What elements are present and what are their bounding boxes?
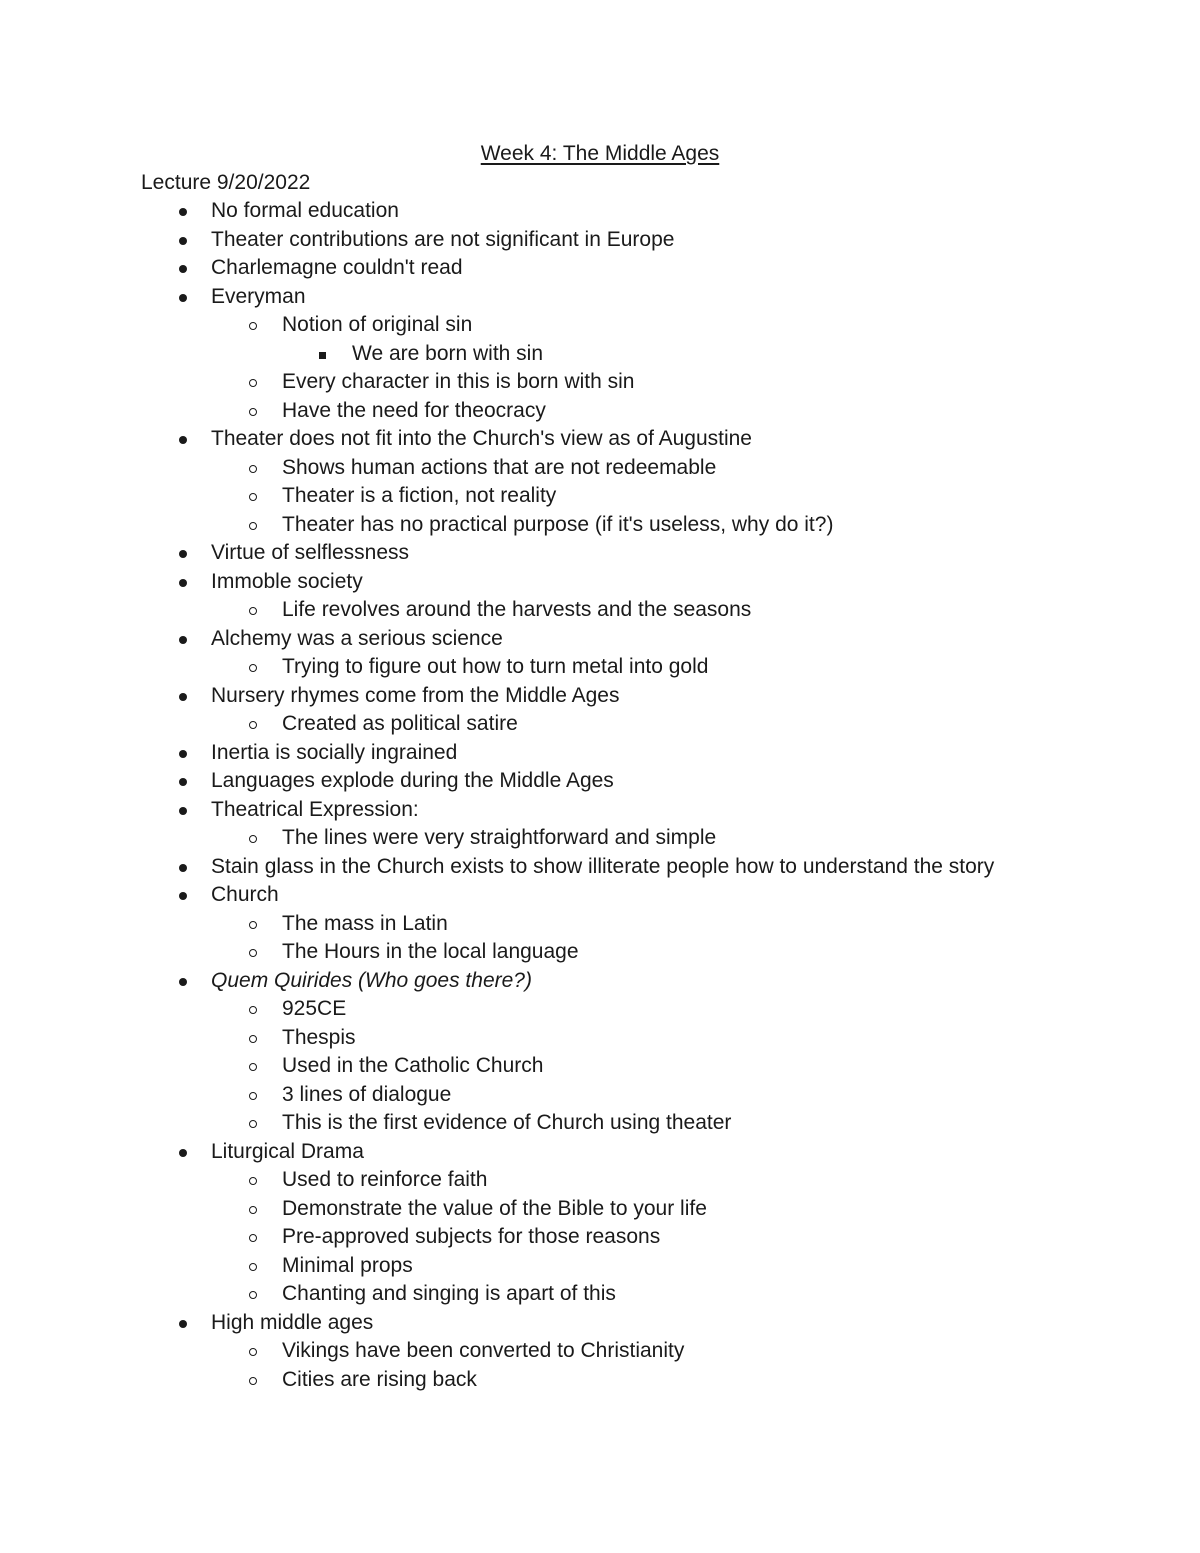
bullet-circle-icon <box>249 1035 257 1043</box>
note-text: Immoble society <box>211 569 363 593</box>
note-text: Every character in this is born with sin <box>282 370 635 393</box>
bullet-circle-icon <box>249 1206 257 1214</box>
note-text: Charlemagne couldn't read <box>211 256 463 279</box>
note-item-level-1 <box>0 254 1200 283</box>
note-item-level-1 <box>0 539 1200 568</box>
note-text: Demonstrate the value of the Bible to your life <box>282 1196 707 1220</box>
note-text: Shows human actions that are not redeemable <box>282 455 717 479</box>
note-item-level-1 <box>0 739 1200 768</box>
note-item-level-1 <box>0 796 1200 825</box>
note-item-level-2 <box>0 910 1200 939</box>
note-text: No formal education <box>211 199 399 222</box>
bullet-circle-icon <box>249 1291 257 1299</box>
bullet-disc-icon <box>179 1149 187 1157</box>
bullet-circle-icon <box>249 607 257 615</box>
note-item-level-2 <box>0 1081 1200 1110</box>
note-item-level-1 <box>0 625 1200 654</box>
note-text: Trying to figure out how to turn metal into gold <box>282 655 709 678</box>
bullet-disc-icon <box>179 550 187 558</box>
note-text: Languages explode during the Middle Ages <box>211 769 614 792</box>
note-text: Theater has no practical purpose (if it's useless, why do it?) <box>282 512 834 536</box>
bullet-disc-icon <box>179 436 187 444</box>
note-item-level-2 <box>0 596 1200 625</box>
note-item-level-2 <box>0 1223 1200 1252</box>
note-text: Liturgical Drama <box>211 1139 364 1163</box>
note-item-level-2 <box>0 995 1200 1024</box>
note-item-level-1 <box>0 1138 1200 1167</box>
bullet-circle-icon <box>249 522 257 530</box>
note-item-level-1 <box>0 283 1200 312</box>
note-text: Quem Quirides (Who goes there?) <box>211 968 532 992</box>
note-item-level-2 <box>0 710 1200 739</box>
note-text: High middle ages <box>211 1310 374 1334</box>
page-title: Week 4: The Middle Ages <box>480 142 720 165</box>
note-text: Cities are rising back <box>282 1367 477 1391</box>
note-text: Life revolves around the harvests and the seasons <box>282 598 752 621</box>
bullet-circle-icon <box>249 1377 257 1385</box>
note-text: Minimal props <box>282 1253 413 1277</box>
note-item-level-2 <box>0 482 1200 511</box>
bullet-disc-icon <box>179 978 187 986</box>
note-item-level-2 <box>0 397 1200 426</box>
note-item-level-1 <box>0 767 1200 796</box>
note-item-level-1 <box>0 226 1200 255</box>
bullet-circle-icon <box>249 1063 257 1071</box>
bullet-disc-icon <box>179 750 187 758</box>
note-item-level-1 <box>0 425 1200 454</box>
note-item-level-2 <box>0 1280 1200 1309</box>
bullet-circle-icon <box>249 465 257 473</box>
note-text: Theatrical Expression: <box>211 797 419 821</box>
note-text: Pre-approved subjects for those reasons <box>282 1225 661 1248</box>
bullet-disc-icon <box>179 265 187 273</box>
note-item-level-1 <box>0 682 1200 711</box>
bullet-disc-icon <box>179 294 187 302</box>
bullet-disc-icon <box>179 237 187 245</box>
note-item-level-2 <box>0 1195 1200 1224</box>
bullet-disc-icon <box>179 636 187 644</box>
bullet-disc-icon <box>179 864 187 872</box>
note-item-level-1 <box>0 967 1200 996</box>
note-item-level-2 <box>0 824 1200 853</box>
note-text: Nursery rhymes come from the Middle Ages <box>211 683 620 707</box>
note-text: Inertia is socially ingrained <box>211 740 458 764</box>
note-item-level-2 <box>0 1052 1200 1081</box>
note-text: Theater does not fit into the Church's view as of Augustine <box>211 427 752 450</box>
bullet-circle-icon <box>249 664 257 672</box>
note-item-level-2 <box>0 1166 1200 1195</box>
note-text: Theater contributions are not significant in Europe <box>211 227 675 251</box>
note-text: The lines were very straightforward and simple <box>282 826 717 849</box>
note-text: Chanting and singing is apart of this <box>282 1282 616 1305</box>
note-item-level-2 <box>0 311 1200 340</box>
notes-list <box>0 197 1200 1394</box>
bullet-circle-icon <box>249 493 257 501</box>
bullet-circle-icon <box>249 721 257 729</box>
note-text: The Hours in the local language <box>282 940 579 963</box>
note-text: Thespis <box>282 1025 356 1049</box>
note-text: Church <box>211 883 279 906</box>
bullet-circle-icon <box>249 379 257 387</box>
bullet-circle-icon <box>249 1234 257 1242</box>
note-text: 3 lines of dialogue <box>282 1082 452 1106</box>
note-item-level-1 <box>0 853 1200 882</box>
note-text: 925CE <box>282 997 347 1020</box>
note-item-level-1 <box>0 568 1200 597</box>
bullet-circle-icon <box>249 1120 257 1128</box>
note-text: The mass in Latin <box>282 911 448 935</box>
bullet-circle-icon <box>249 921 257 929</box>
note-item-level-2 <box>0 1109 1200 1138</box>
note-text: Notion of original sin <box>282 313 473 336</box>
note-text: Theater is a fiction, not reality <box>282 484 557 507</box>
note-item-level-2 <box>0 368 1200 397</box>
bullet-circle-icon <box>249 408 257 416</box>
bullet-disc-icon <box>179 778 187 786</box>
lecture-date-heading: Lecture 9/20/2022 <box>141 171 311 194</box>
bullet-circle-icon <box>249 1092 257 1100</box>
note-text: Have the need for theocracy <box>282 398 546 422</box>
note-text: Everyman <box>211 284 306 308</box>
note-item-level-2 <box>0 1366 1200 1395</box>
bullet-circle-icon <box>249 1263 257 1271</box>
note-text: Alchemy was a serious science <box>211 626 503 650</box>
note-text: Used to reinforce faith <box>282 1168 488 1191</box>
bullet-circle-icon <box>249 1006 257 1014</box>
note-item-level-3 <box>0 340 1200 369</box>
note-item-level-2 <box>0 1024 1200 1053</box>
note-item-level-2 <box>0 653 1200 682</box>
note-item-level-1 <box>0 881 1200 910</box>
bullet-circle-icon <box>249 949 257 957</box>
bullet-disc-icon <box>179 693 187 701</box>
bullet-disc-icon <box>179 208 187 216</box>
note-text: Virtue of selflessness <box>211 541 410 564</box>
note-text: Created as political satire <box>282 712 518 735</box>
bullet-disc-icon <box>179 1320 187 1328</box>
note-text: This is the first evidence of Church using theater <box>282 1111 732 1134</box>
note-text: Stain glass in the Church exists to show illiterate people how to understand the story <box>211 854 995 878</box>
note-item-level-2 <box>0 1337 1200 1366</box>
note-item-level-2 <box>0 938 1200 967</box>
bullet-circle-icon <box>249 1177 257 1185</box>
note-item-level-1 <box>0 197 1200 226</box>
note-item-level-2 <box>0 1252 1200 1281</box>
bullet-circle-icon <box>249 322 257 330</box>
note-item-level-1 <box>0 1309 1200 1338</box>
bullet-disc-icon <box>179 807 187 815</box>
bullet-disc-icon <box>179 892 187 900</box>
bullet-circle-icon <box>249 835 257 843</box>
bullet-circle-icon <box>249 1348 257 1356</box>
bullet-square-icon <box>319 352 326 359</box>
note-item-level-2 <box>0 454 1200 483</box>
note-text: Vikings have been converted to Christianity <box>282 1339 685 1362</box>
note-text: We are born with sin <box>352 341 544 365</box>
bullet-disc-icon <box>179 579 187 587</box>
note-text: Used in the Catholic Church <box>282 1054 544 1077</box>
note-item-level-2 <box>0 511 1200 540</box>
